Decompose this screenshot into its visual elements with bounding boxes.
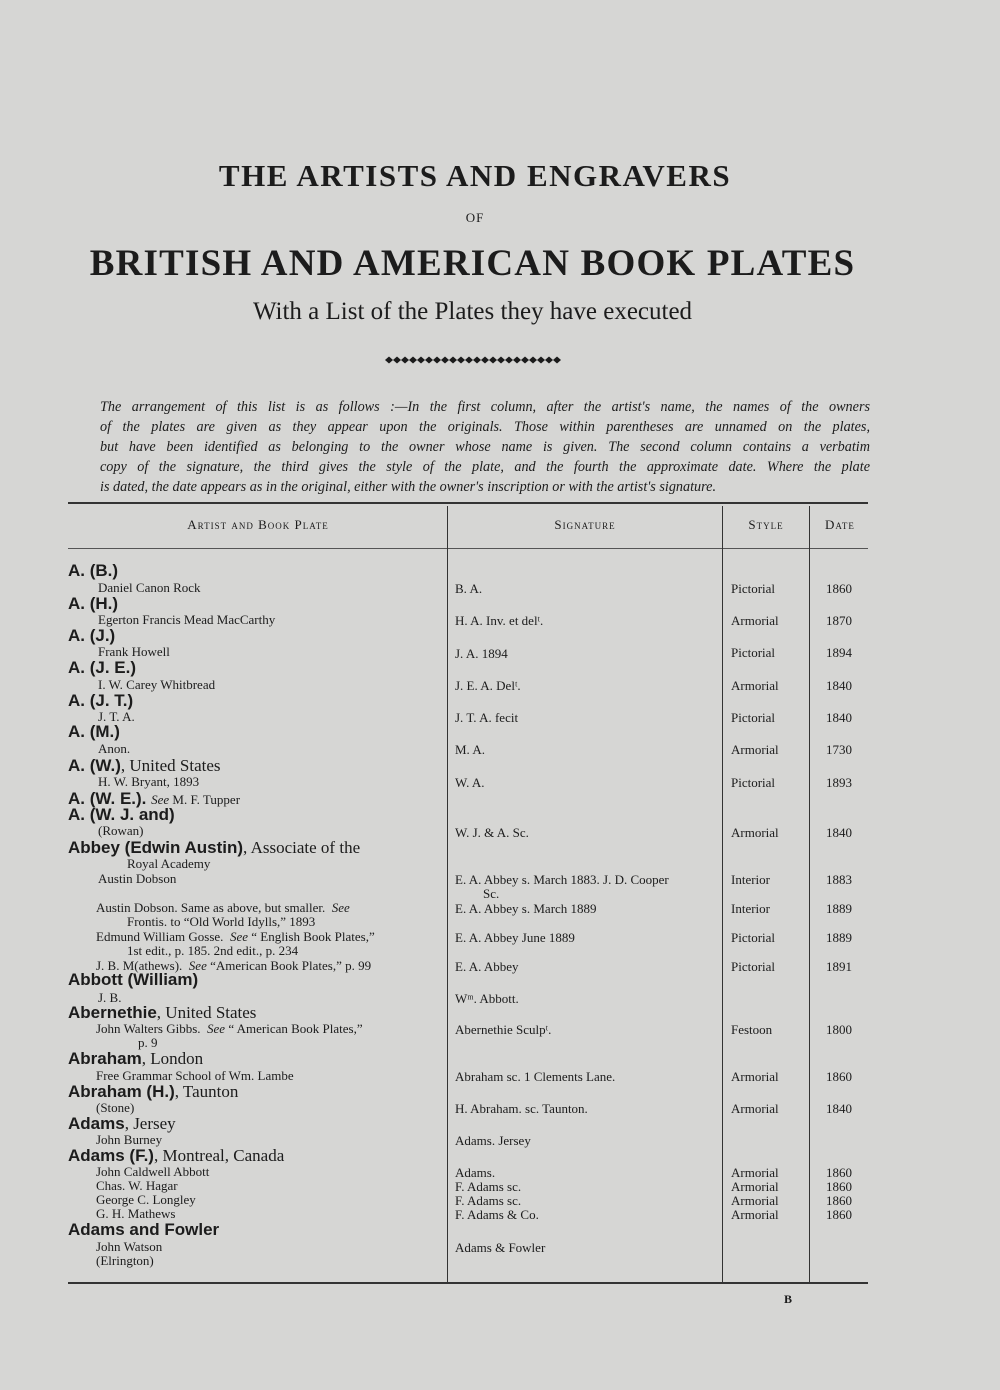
plate-owner: Free Grammar School of Wm. Lambe xyxy=(96,1068,294,1083)
artist-heading: Abraham (H.), Taunton xyxy=(68,1082,239,1101)
artist-heading: Adams, Jersey xyxy=(68,1114,176,1133)
plate-signature: F. Adams sc. xyxy=(455,1179,522,1194)
artist-heading: Adams and Fowler xyxy=(68,1220,220,1239)
plate-date: 1894 xyxy=(826,645,852,660)
ornament-diamond xyxy=(513,357,521,364)
plate-style: Interior xyxy=(731,901,770,916)
plate-style: Armorial xyxy=(731,742,779,757)
artist-heading: A. (J.) xyxy=(68,626,116,645)
artist-heading: Abraham, London xyxy=(68,1049,204,1068)
ornament-divider xyxy=(385,356,563,364)
column-header-style: Style xyxy=(748,517,784,532)
ornament-diamond xyxy=(409,357,417,364)
plate-owner: Chas. W. Hagar xyxy=(96,1178,178,1193)
plate-style: Armorial xyxy=(731,1207,779,1222)
plate-owner-continuation: Frontis. to “Old World Idylls,” 1893 xyxy=(127,914,316,929)
plate-owner: J. T. A. xyxy=(98,709,135,724)
ornament-diamond xyxy=(425,357,433,364)
ornament-diamond xyxy=(529,357,537,364)
plate-style: Armorial xyxy=(731,1069,779,1084)
plate-signature: J. T. A. fecit xyxy=(455,710,519,725)
artist-heading: A. (W. E.). See M. F. Tupper xyxy=(68,789,241,808)
artist-heading: Abbey (Edwin Austin), Associate of the xyxy=(68,838,361,857)
ornament-diamond xyxy=(505,357,513,364)
ornament-diamond xyxy=(537,357,545,364)
artist-heading: Abbott (William) xyxy=(68,970,199,989)
ornament-diamond xyxy=(489,357,497,364)
artist-heading: Abernethie, United States xyxy=(68,1003,257,1022)
ornament-diamond xyxy=(401,357,409,364)
plate-style: Pictorial xyxy=(731,959,776,974)
plate-style: Armorial xyxy=(731,678,779,693)
ornament-diamond xyxy=(481,357,489,364)
intro-line: but have been identified as belonging to the owner whose name is given. The second column contains a verbatim xyxy=(100,439,870,455)
plate-date: 1870 xyxy=(826,613,852,628)
ornament-diamond xyxy=(449,357,457,364)
plate-signature: Wᵐ. Abbott. xyxy=(455,991,519,1006)
column-header-date: Date xyxy=(825,517,855,532)
plate-owner: J. B. xyxy=(98,990,122,1005)
plate-owner: J. B. M(athews). See “American Book Plates,” p. 99 xyxy=(96,958,372,973)
plate-owner: (Stone) xyxy=(96,1100,135,1115)
ornament-diamond xyxy=(465,357,473,364)
plate-style: Festoon xyxy=(731,1022,773,1037)
plate-date: 1730 xyxy=(826,742,852,757)
plate-owner-continuation: (Elrington) xyxy=(96,1253,154,1268)
column-header-artist: Artist and Book Plate xyxy=(187,517,329,532)
artist-heading: A. (B.) xyxy=(68,561,119,580)
plate-owner: John Burney xyxy=(96,1132,163,1147)
plate-date: 1800 xyxy=(826,1022,852,1037)
plate-style: Pictorial xyxy=(731,581,776,596)
header-rule xyxy=(68,548,868,549)
plate-date: 1860 xyxy=(826,1165,852,1180)
plate-owner: Egerton Francis Mead MacCarthy xyxy=(98,612,276,627)
plate-owner: Austin Dobson xyxy=(98,871,177,886)
ornament-diamond xyxy=(545,357,553,364)
column-header-signature: Signature xyxy=(554,517,616,532)
intro-line: of the plates are given as they appear upon the originals. Those within parentheses are unnamed on the plates, xyxy=(100,419,870,435)
plate-signature: M. A. xyxy=(455,742,485,757)
plate-date: 1889 xyxy=(826,930,852,945)
plate-date: 1883 xyxy=(826,872,852,887)
plate-signature: F. Adams sc. xyxy=(455,1193,522,1208)
plate-date: 1891 xyxy=(826,959,852,974)
plate-owner: Edmund William Gosse. See “ English Book Plates,” xyxy=(96,929,375,944)
artist-heading: A. (J. T.) xyxy=(68,691,134,710)
plate-signature-continuation: Sc. xyxy=(483,886,500,901)
plate-owner: Daniel Canon Rock xyxy=(98,580,201,595)
artist-heading: A. (M.) xyxy=(68,722,120,741)
plate-signature: J. A. 1894 xyxy=(455,646,508,661)
plate-date: 1840 xyxy=(826,1101,852,1116)
plate-date: 1860 xyxy=(826,581,852,596)
artist-heading: A. (W. J. and) xyxy=(68,805,175,824)
plate-style: Pictorial xyxy=(731,645,776,660)
plate-style: Armorial xyxy=(731,1101,779,1116)
plate-signature: F. Adams & Co. xyxy=(455,1207,539,1222)
plate-signature: Abernethie Sculpᵗ. xyxy=(455,1022,552,1037)
plate-style: Armorial xyxy=(731,1165,779,1180)
plate-owner: H. W. Bryant, 1893 xyxy=(98,774,200,789)
title-line-1: THE ARTISTS AND ENGRAVERS xyxy=(218,158,732,193)
artist-heading: Adams (F.), Montreal, Canada xyxy=(68,1146,285,1165)
plate-owner: I. W. Carey Whitbread xyxy=(98,677,216,692)
table-top-rule xyxy=(68,502,868,504)
plate-owner: George C. Longley xyxy=(96,1192,196,1207)
plate-signature: H. Abraham. sc. Taunton. xyxy=(455,1101,588,1116)
ornament-diamond xyxy=(521,357,529,364)
plate-owner: Austin Dobson. Same as above, but smaller. See xyxy=(96,900,350,915)
plate-signature: Adams. Jersey xyxy=(455,1133,531,1148)
plate-signature: B. A. xyxy=(455,581,483,596)
plate-owner: John Watson xyxy=(96,1239,163,1254)
plate-style: Interior xyxy=(731,872,770,887)
plate-signature: Abraham sc. 1 Clements Lane. xyxy=(455,1069,616,1084)
ornament-diamond xyxy=(473,357,481,364)
title-line-of: OF xyxy=(465,210,485,225)
intro-paragraph xyxy=(100,397,870,497)
ornament-diamond xyxy=(393,357,401,364)
ornament-diamond xyxy=(433,357,441,364)
plate-style: Pictorial xyxy=(731,710,776,725)
plate-signature: J. E. A. Delᵗ. xyxy=(455,678,521,693)
intro-line: The arrangement of this list is as follows :—In the first column, after the artist's name, the names of the owners xyxy=(100,399,870,415)
plate-owner: Frank Howell xyxy=(98,644,170,659)
plate-owner-continuation: p. 9 xyxy=(138,1035,158,1050)
plate-owner: Anon. xyxy=(98,741,131,756)
plate-signature: E. A. Abbey xyxy=(455,959,519,974)
subtitle: With a List of the Plates they have executed xyxy=(252,298,693,325)
artist-heading: A. (J. E.) xyxy=(68,658,137,677)
plate-style: Armorial xyxy=(731,825,779,840)
column-divider xyxy=(722,506,723,1282)
plate-signature: W. A. xyxy=(455,775,485,790)
plate-date: 1889 xyxy=(826,901,852,916)
plate-signature: Adams. xyxy=(455,1165,496,1180)
plate-signature: H. A. Inv. et delᵗ. xyxy=(455,613,544,628)
plate-date: 1860 xyxy=(826,1069,852,1084)
plate-date: 1860 xyxy=(826,1207,852,1222)
plate-date: 1860 xyxy=(826,1193,852,1208)
plate-style: Pictorial xyxy=(731,775,776,790)
plate-date: 1860 xyxy=(826,1179,852,1194)
ornament-diamond xyxy=(417,357,425,364)
ornament-diamond xyxy=(457,357,465,364)
column-divider xyxy=(809,506,810,1282)
plate-style: Armorial xyxy=(731,1179,779,1194)
plate-owner: John Caldwell Abbott xyxy=(96,1164,210,1179)
plate-date: 1893 xyxy=(826,775,852,790)
plate-owner: G. H. Mathews xyxy=(96,1206,176,1221)
plate-signature: Adams & Fowler xyxy=(455,1240,546,1255)
plate-signature: E. A. Abbey s. March 1889 xyxy=(455,901,597,916)
ornament-diamond xyxy=(385,357,393,364)
plate-signature: W. J. & A. Sc. xyxy=(455,825,529,840)
plate-date: 1840 xyxy=(826,825,852,840)
ornament-diamond xyxy=(441,357,449,364)
ornament-diamond xyxy=(553,357,561,364)
plate-style: Armorial xyxy=(731,1193,779,1208)
plate-style: Armorial xyxy=(731,613,779,628)
plate-owner-continuation: 1st edit., p. 185. 2nd edit., p. 234 xyxy=(127,943,299,958)
plate-signature: E. A. Abbey s. March 1883. J. D. Cooper xyxy=(455,872,669,887)
plate-date: 1840 xyxy=(826,678,852,693)
intro-line: copy of the signature, the third gives the style of the plate, and the fourth the approximate date. Where the plate xyxy=(100,459,870,475)
artist-heading-continuation: Royal Academy xyxy=(127,856,211,871)
plate-owner: John Walters Gibbs. See “ American Book Plates,” xyxy=(96,1021,363,1036)
intro-line: is dated, the date appears as in the original, either with the owner's inscription or with the artist's signature. xyxy=(100,479,716,495)
column-divider xyxy=(447,506,448,1282)
signature-mark: B xyxy=(784,1292,793,1306)
title-line-main: BRITISH AND AMERICAN BOOK PLATES xyxy=(89,243,856,284)
ornament-diamond xyxy=(497,357,505,364)
plate-style: Pictorial xyxy=(731,930,776,945)
plate-date: 1840 xyxy=(826,710,852,725)
artist-heading: A. (H.) xyxy=(68,594,119,613)
plate-signature: E. A. Abbey June 1889 xyxy=(455,930,575,945)
plate-owner: (Rowan) xyxy=(98,823,144,838)
artist-heading: A. (W.), United States xyxy=(68,756,221,775)
table-bottom-rule xyxy=(68,1282,868,1284)
